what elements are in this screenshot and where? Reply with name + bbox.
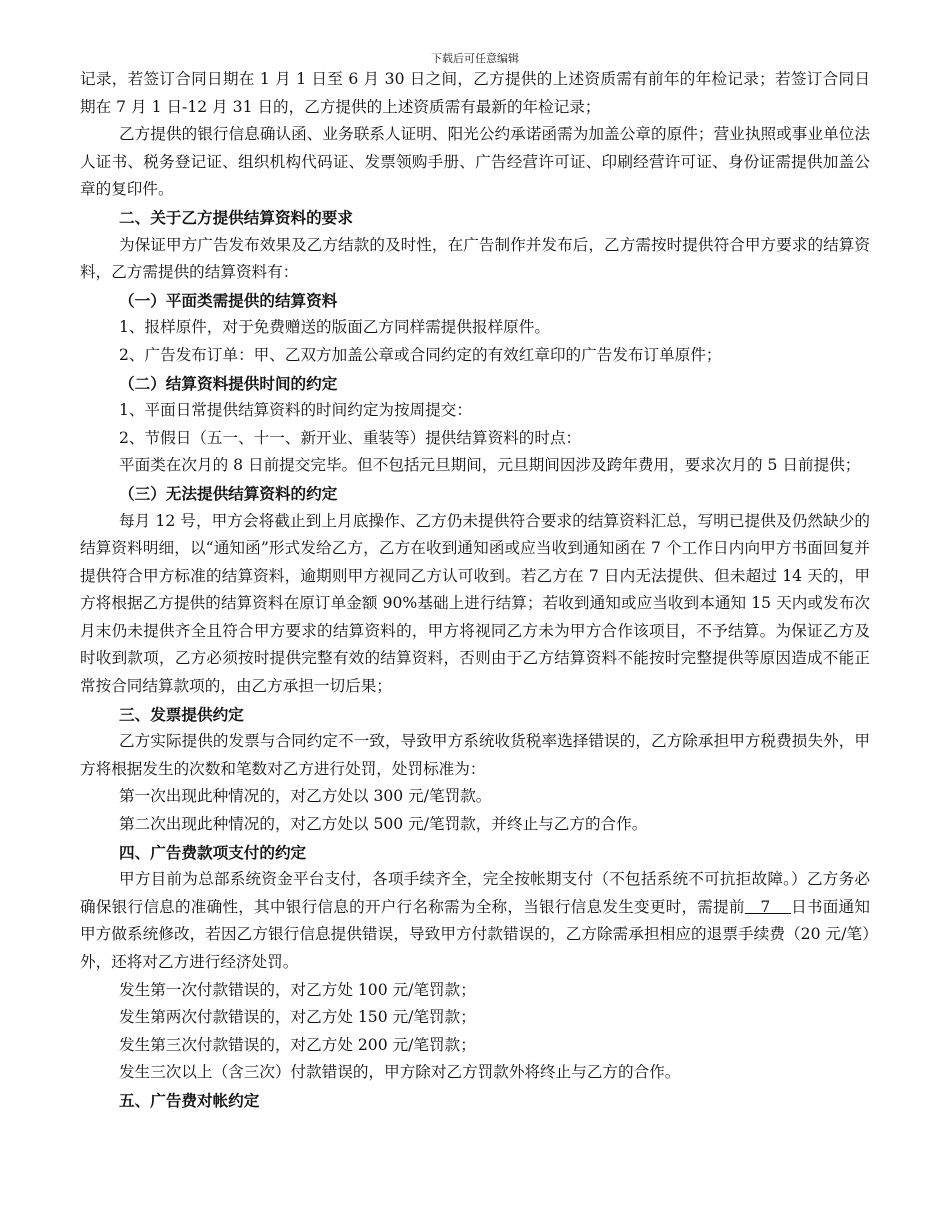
paragraph: 记录，若签订合同日期在 1 月 1 日至 6 月 30 日之间，乙方提供的上述资质需有前年的年检记录；若签订合同日期在 7 月 1 日-12 月 31 日的，乙方提供的上述资质需有最新的年检记录； (80, 70, 870, 116)
paragraph: 为保证甲方广告发布效果及乙方结款的及时性，在广告制作并发布后，乙方需按时提供符合甲方要求的结算资料，乙方需提供的结算资料有： (80, 235, 870, 282)
section-heading: 四、广告费款项支付的约定 (119, 842, 307, 862)
paragraph: 平面类在次月的 8 日前提交完毕。但不包括元旦期间，元旦期间因涉及跨年费用，要求次月的 5 日前提供； (119, 456, 861, 475)
section-heading: 五、广告费对帐约定 (119, 1090, 260, 1110)
document-body (80, 66, 870, 1115)
paragraph: 2、广告发布订单：甲、乙双方加盖公章或合同约定的有效红章印的广告发布订单原件； (119, 345, 722, 364)
paragraph: 发生三次以上（含三次）付款错误的，甲方除对乙方罚款外将终止与乙方的合作。 (119, 1063, 681, 1082)
payment-clause-after: 日书面通知甲方做系统修改，若因乙方银行信息提供错误，导致甲方付款错误的，乙方除需承担相应的退票手续费（20 元/笔）外，还将对乙方进行经济处罚。 (80, 897, 870, 971)
paragraph: 每月 12 号，甲方会将截止到上月底操作、乙方仍未提供符合要求的结算资料汇总，写明已提供及仍然缺少的结算资料明细，以“通知函”形式发给乙方，乙方在收到通知函或应当收到通知函在 7 个工作日内向甲方书面回复并提供符合甲方标准的结算资料，逾期则甲方视同乙方认可收到。若乙方在 7 日内无法提供、但未超过 14 天的，甲方将根据乙方提供的结算资料在原订单金额 90%基础上进行结算；若收到通知或应当收到本通知 15 天内或发布次月末仍未提供齐全且符合甲方要求的结算资料的，甲方将视同乙方未为甲方合作该项目，不予结算。为保证乙方及时收到款项，乙方必须按时提供完整有效的结算资料，否则由于乙方结算资料不能按时完整提供等原因造成不能正常按合同结算款项的，由乙方承担一切后果； (80, 511, 870, 696)
section-heading: 二、关于乙方提供结算资料的要求 (119, 207, 353, 227)
paragraph: 乙方实际提供的发票与合同约定不一致，导致甲方系统收货税率选择错误的，乙方除承担甲方税费损失外，甲方将根据发生的次数和笔数对乙方进行处罚，处罚标准为： (80, 732, 870, 778)
paragraph: 1、平面日常提供结算资料的时间约定为按周提交： (119, 401, 472, 420)
paragraph: 发生第一次付款错误的，对乙方处 100 元/笔罚款； (119, 980, 476, 999)
section-heading: （三）无法提供结算资料的约定 (119, 483, 338, 503)
section-heading: 三、发票提供约定 (119, 704, 244, 724)
section-heading: （二）结算资料提供时间的约定 (119, 373, 338, 393)
payment-clause-paragraph (80, 866, 870, 976)
paragraph: 2、节假日（五一、十一、新开业、重装等）提供结算资料的时点： (119, 428, 582, 447)
payment-clause-before: 甲方目前为总部系统资金平台支付，各项手续齐全，完全按帐期支付（不包括系统不可抗拒故障。）乙方务必确保银行信息的准确性，其中银行信息的开户行名称需为全称，当银行信息发生变更时，需提前 (80, 870, 870, 916)
notice-days-blank: 7 (744, 897, 792, 916)
paragraph: 乙方提供的银行信息确认函、业务联系人证明、阳光公约承诺函需为加盖公章的原件；营业执照或事业单位法人证书、税务登记证、组织机构代码证、发票领购手册、广告经营许可证、印刷经营许可证、身份证需提供加盖公章的复印件。 (80, 125, 870, 199)
paragraph: 发生第三次付款错误的，对乙方处 200 元/笔罚款； (119, 1035, 476, 1054)
paragraph: 1、报样原件，对于免费赠送的版面乙方同样需提供报样原件。 (119, 318, 550, 337)
paragraph-group-tail (80, 977, 870, 1115)
page-header: 下载后可任意编辑 (431, 52, 519, 65)
paragraph: 第一次出现此种情况的，对乙方处以 300 元/笔罚款。 (119, 787, 492, 806)
section-heading: （一）平面类需提供的结算资料 (119, 290, 338, 310)
paragraph-group-main (80, 66, 870, 866)
paragraph: 第二次出现此种情况的，对乙方处以 500 元/笔罚款，并终止与乙方的合作。 (119, 815, 648, 834)
paragraph: 发生第两次付款错误的，对乙方处 150 元/笔罚款； (119, 1008, 476, 1027)
